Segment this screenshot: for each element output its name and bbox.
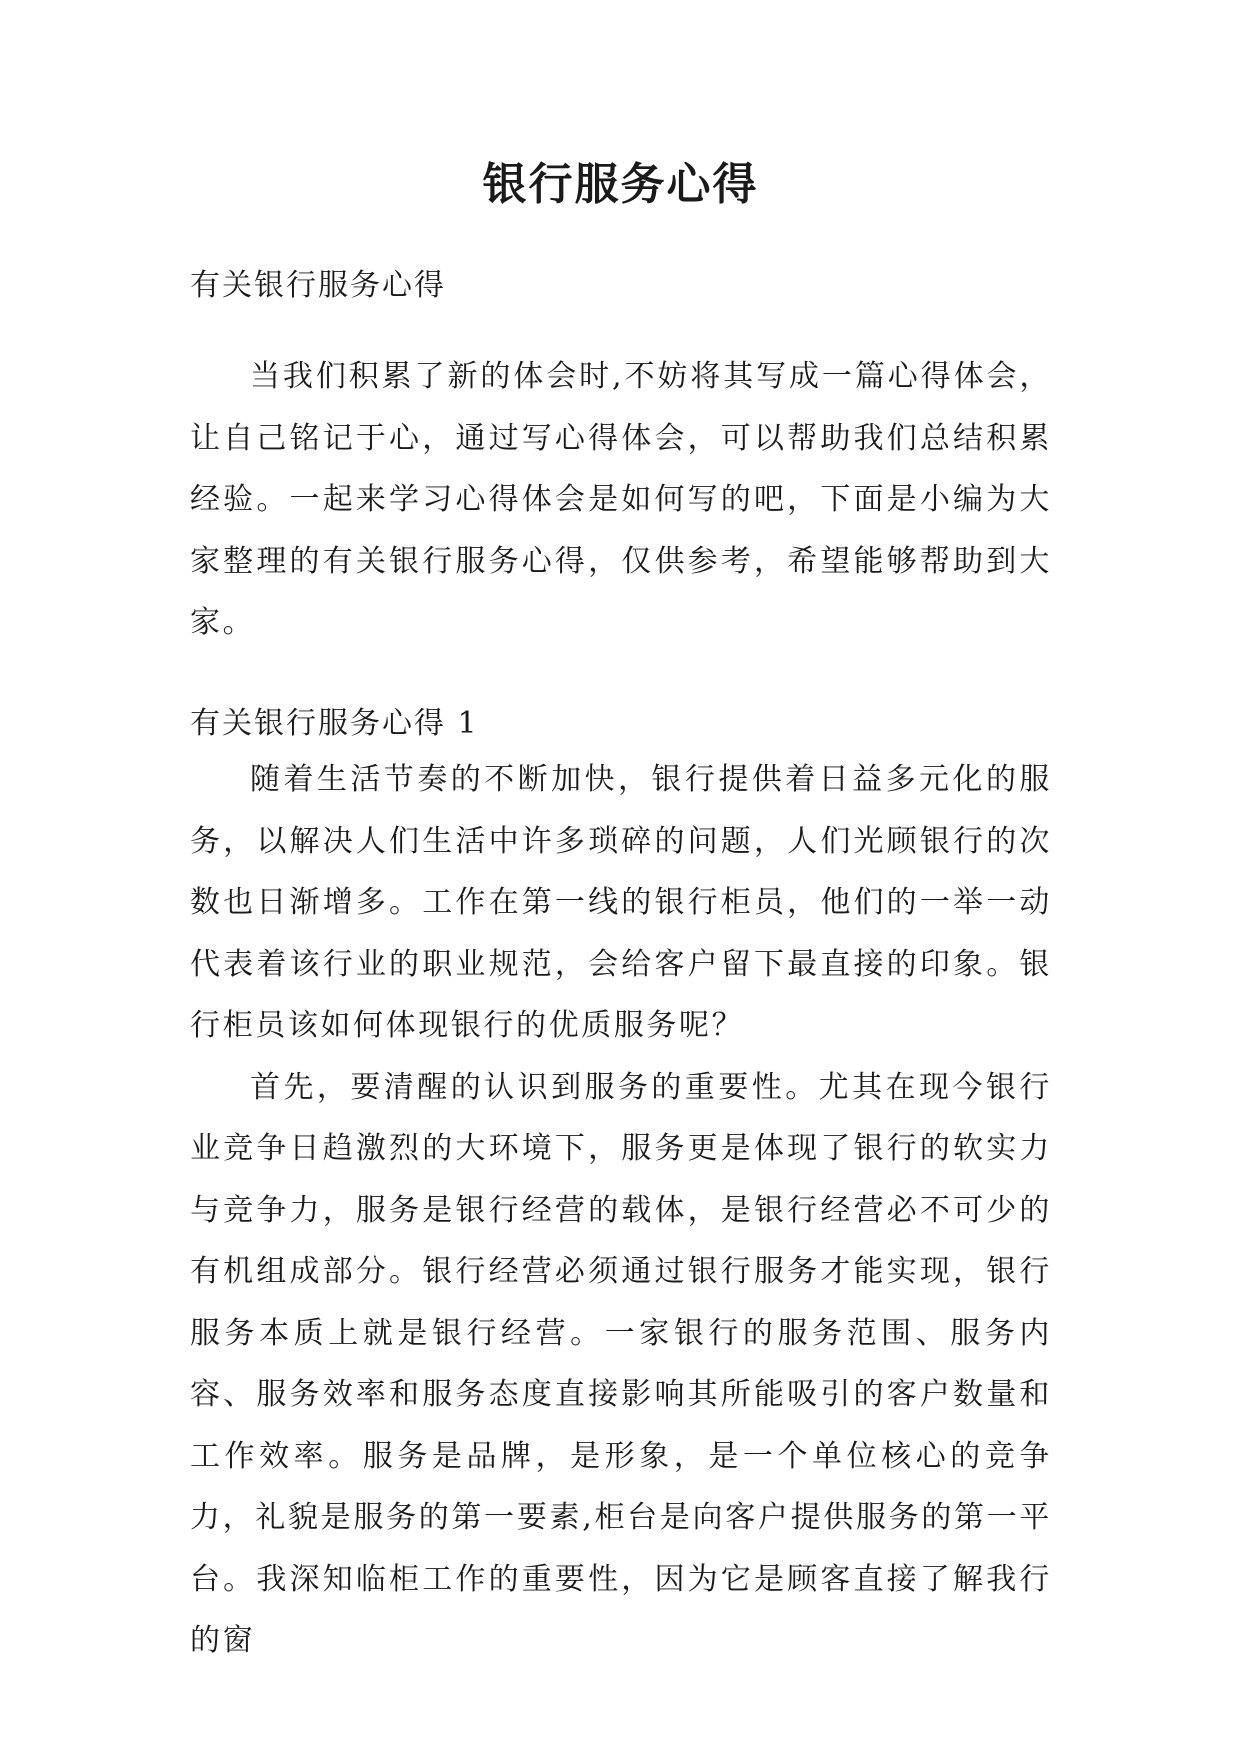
intro-heading: 有关银行服务心得 [190,268,446,303]
intro-section [190,346,1052,654]
body-paragraph: 首先，要清醒的认识到服务的重要性。尤其在现今银行业竞争日趋激烈的大环境下，服务更是体现了银行的软实力与竞争力，服务是银行经营的载体，是银行经营必不可少的有机组成部分。银行经营必须通过银行服务才能实现，银行服务本质上就是银行经营。一家银行的服务范围、服务内容、服务效率和服务态度直接影响其所能吸引的客户数量和工作效率。服务是品牌，是形象，是一个单位核心的竞争力，礼貌是服务的第一要素,柜台是向客户提供服务的第一平台。我深知临柜工作的重要性，因为它是顾客直接了解我行的窗 [190,1069,1052,1658]
intro-paragraph: 当我们积累了新的体会时,不妨将其写成一篇心得体会，让自己铭记于心，通过写心得体会，可以帮助我们总结积累经验。一起来学习心得体会是如何写的吧，下面是小编为大家整理的有关银行服务心得，仅供参考，希望能够帮助到大家。 [190,359,1052,640]
document-title: 银行服务心得 [482,159,759,210]
section1-heading: 有关银行服务心得 1 [190,706,479,741]
body-paragraph: 随着生活节奏的不断加快，银行提供着日益多元化的服务，以解决人们生活中许多琐碎的问题，人们光顾银行的次数也日渐增多。工作在第一线的银行柜员，他们的一举一动代表着该行业的职业规范，会给客户留下最直接的印象。银行柜员该如何体现银行的优质服务呢？ [190,762,1052,1043]
section1-body [190,749,1052,1672]
